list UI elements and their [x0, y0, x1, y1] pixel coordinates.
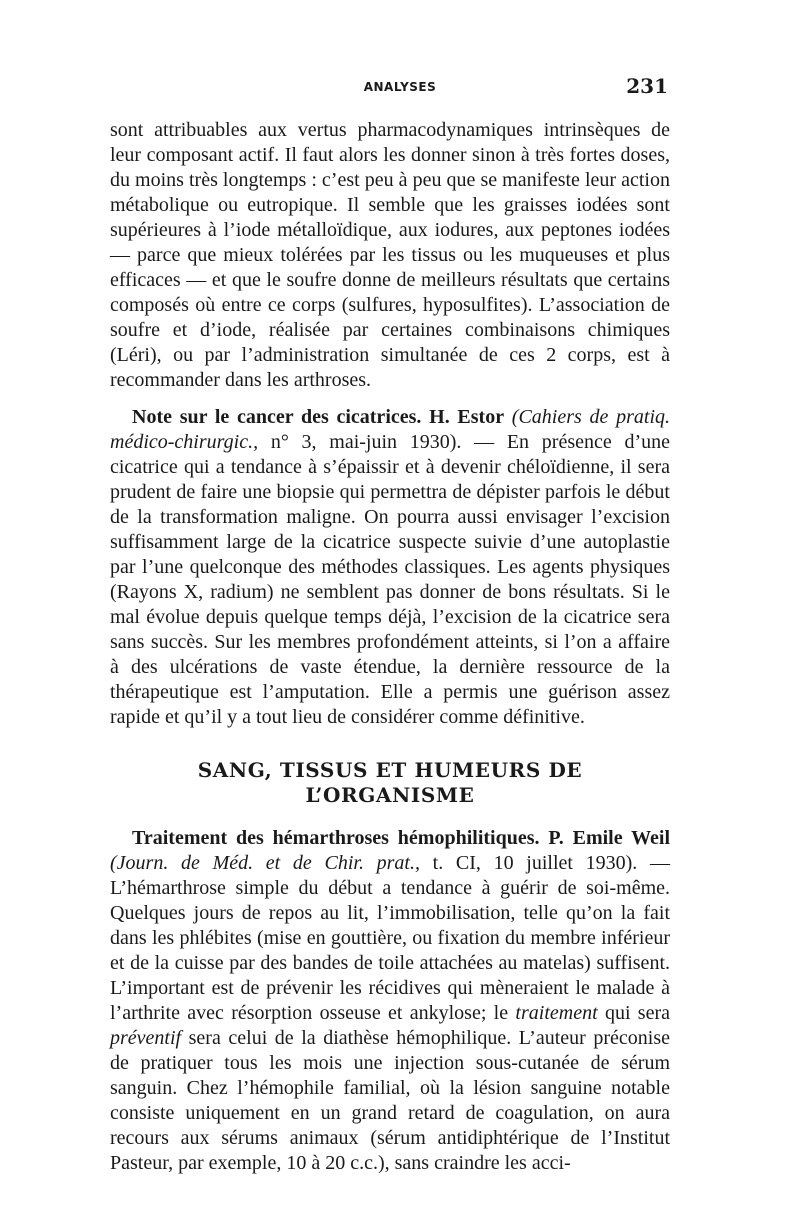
article-journal: (Journ. de Méd. et de Chir. prat., [110, 852, 420, 874]
article-emphasis-preventif: préventif [110, 1027, 182, 1049]
article-hemarthroses [110, 826, 670, 1176]
paragraph-continuation: sont attribuables aux vertus pharmacodynamiques intrinsèques de leur composant actif. Il faut alors les donner sinon à très fortes doses, du moins très longtemps : c’est peu à peu que se manifeste leur action métabolique ou eutropique. Il semble que les graisses iodées sont supérieures à l’iode métalloïdique, aux iodures, aux peptones iodées — parce que mieux tolérées par les tissus ou les muqueuses et plus efficaces — et que le soufre donne de meilleurs résultats que certains composés où entre ce corps (sulfures, hyposulfites). L’association de soufre et d’iode, réalisée par certaines combinaisons chimiques (Léri), ou par l’administration simultanée de ces 2 corps, est à recommander dans les arthroses. [110, 119, 670, 391]
article-body: En présence d’une cicatrice qui a tendance à s’épaissir et à devenir chéloïdienne, il sera prudent de faire une biopsie qui permettra de dépister parfois le début de la transformation maligne. On pourra aussi envisager l’excision suffisamment large de la cicatrice suspecte suivie d’une autoplastie par l’une quelconque des méthodes classiques. Les agents physiques (Rayons X, radium) ne semblent pas donner de bons résultats. Si le mal évolue depuis quelque temps déjà, l’excision de la cicatrice sera sans succès. Sur les membres profondément atteints, si l’on a affaire à des ulcérations de vaste étendue, la dernière ressource de la thérapeutique est l’amputation. Elle a permis une guérison assez rapide et qu’il y a tout lieu de considérer comme définitive. [110, 431, 670, 728]
article-journal: (Cahiers de pratiq. médico-chirurgic., [110, 406, 671, 453]
body-text [110, 118, 670, 1176]
running-head [0, 74, 800, 98]
article-citation: n° 3, mai-juin 1930). — [270, 431, 495, 453]
article-note-cancer-cicatrices [110, 405, 670, 730]
article-author: P. Emile Weil [548, 827, 670, 849]
article-title: Note sur le cancer des cicatrices. [132, 406, 422, 428]
running-title: ANALYSES [363, 80, 437, 94]
section-heading: SANG, TISSUS ET HUMEURS DE L’ORGANISME [197, 758, 583, 807]
article-body-part1: L’hémarthrose simple du début a tendance à guérir de soi-même. Quelques jours de repos au lit, l’immobilisation, telle qu’on la fait dans les phlébites (mise en gouttière, ou fixation du membre inférieur et de la cuisse par des bandes de toile attachées au matelas) suffisent. L’important est de prévenir les récidives qui mèneraient le malade à l’arthrite avec résorption osseuse et ankylose; le [110, 877, 670, 1024]
article-citation: t. CI, 10 juillet 1930). — [432, 852, 670, 874]
article-body-part2: qui sera [604, 1002, 671, 1024]
article-body-part3: sera celui de la diathèse hémophilique. L’auteur préconise de pratiquer tous les mois une injection sous-cutanée de sérum sanguin. Chez l’hémophile familial, où la lésion sanguine notable consiste uniquement en un grand retard de coagulation, on aura recours aux sérums animaux (sérum antidiphtérique de l’Institut Pasteur, par exemple, 10 à 20 c.c.), sans craindre les acci- [110, 1027, 670, 1174]
article-title: Traitement des hémarthroses hémophilitiques. [132, 827, 540, 849]
article-author: H. Estor [429, 406, 505, 428]
article-emphasis-traitement: traitement [515, 1002, 598, 1024]
page-number: 231 [626, 74, 668, 98]
